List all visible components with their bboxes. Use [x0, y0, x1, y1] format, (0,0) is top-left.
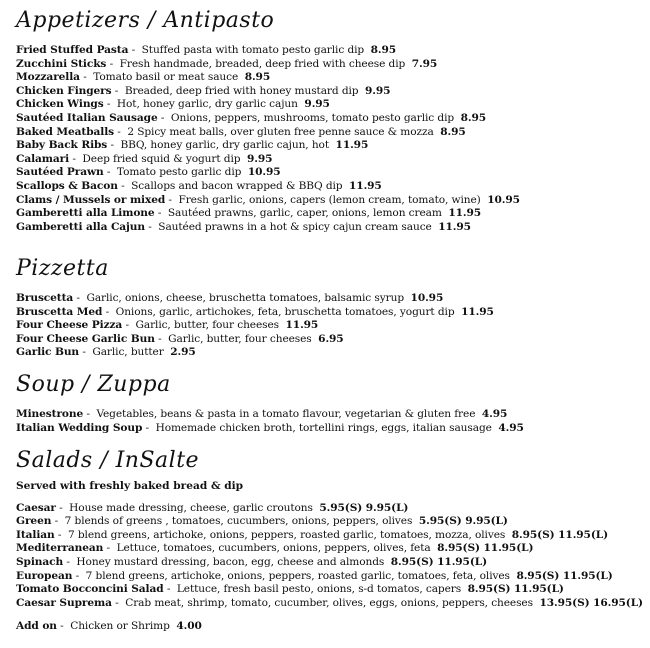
item-description: Sautéed prawns in a hot & spicy cajun cream sauce — [158, 220, 432, 233]
item-price: 8.95 — [460, 111, 486, 124]
item-name: Scallops & Bacon — [16, 179, 118, 192]
item-description: Onions, garlic, artichokes, feta, bruschetta tomatoes, yogurt dip — [115, 305, 455, 318]
menu-item: Baby Back Ribs - BBQ, honey garlic, dry garlic cajun, hot 11.95 — [16, 139, 369, 152]
item-description: BBQ, honey garlic, dry garlic cajun, hot — [120, 139, 329, 152]
item-name: Bruscetta Med — [16, 305, 103, 318]
menu-item: Clams / Mussels or mixed - Fresh garlic, onions, capers (lemon cream, tomato, wine) 10.95 — [16, 193, 520, 206]
menu-item: Mediterranean - Lettuce, tomatoes, cucumbers, onions, peppers, olives, feta 8.95(S) 11.95(L) — [16, 542, 534, 555]
item-description: Hot, honey garlic, dry garlic cajun — [116, 98, 298, 111]
item-price: 7.95 — [411, 57, 438, 70]
menu-item: Gamberetti alla Limone - Sautéed prawns, garlic, caper, onions, lemon cream 11.95 — [16, 207, 482, 220]
item-name: Minestrone — [16, 408, 84, 420]
item-price: 9.95 — [304, 98, 330, 111]
item-name: Italian Wedding Soup — [16, 421, 143, 434]
item-description: Sautéed prawns, garlic, caper, onions, lemon cream — [167, 207, 442, 220]
menu-item: Garlic Bun - Garlic, butter 2.95 — [16, 346, 196, 359]
item-description: Honey mustard dressing, bacon, egg, cheese and almonds — [76, 555, 385, 568]
item-price: 8.95(S) 11.95(L) — [437, 542, 534, 555]
item-price: 9.95 — [246, 152, 273, 165]
addon-desc: Chicken or Shrimp — [70, 620, 170, 633]
item-name: Baked Meatballs — [16, 125, 115, 138]
item-name: Mozzarella — [16, 71, 80, 84]
item-description: 2 Spicy meat balls, over gluten free penne sauce & mozza — [127, 125, 434, 138]
appetizers-heading: Appetizers / Antipasto — [16, 8, 275, 33]
menu-item: Zucchini Sticks - Fresh handmade, breaded, deep fried with cheese dip 7.95 — [16, 57, 438, 70]
item-description: Garlic, onions, cheese, bruschetta tomatoes, balsamic syrup — [86, 292, 404, 304]
item-price: 13.95(S) 16.95(L) — [539, 596, 643, 609]
item-price: 4.95 — [498, 421, 524, 434]
item-description: Breaded, deep fried with honey mustard dip — [124, 84, 359, 97]
menu-item: Minestrone - Vegetables, beans & pasta in a tomato flavour, vegetarian & gluten free 4.95 — [16, 408, 508, 420]
item-price: 11.95 — [335, 139, 369, 152]
soup-heading: Soup / Zuppa — [16, 372, 171, 397]
menu-item: Italian - 7 blend greens, artichoke, onions, peppers, roasted garlic, tomatoes, mozza, olives 8.95(S) 11.95(L) — [16, 528, 608, 541]
soup-section — [16, 372, 646, 435]
item-price: 5.95(S) 9.95(L) — [418, 515, 508, 528]
salads-heading: Salads / InSalte — [16, 448, 200, 473]
item-name: Mediterranean — [16, 542, 104, 555]
item-description: Crab meat, shrimp, tomato, cucumber, olives, eggs, onions, peppers, cheeses — [125, 596, 533, 609]
item-price: 8.95(S) 11.95(L) — [516, 569, 613, 582]
salads-section — [16, 448, 646, 634]
item-price: 8.95(S) 11.95(L) — [390, 555, 487, 568]
item-description: Homemade chicken broth, tortellini rings, eggs, italian sausage — [155, 421, 492, 434]
menu-item: Scallops & Bacon - Scallops and bacon wrapped & BBQ dip 11.95 — [16, 179, 382, 192]
item-price: 4.95 — [481, 408, 508, 420]
menu-item: Italian Wedding Soup - Homemade chicken broth, tortellini rings, eggs, italian sausage 4.95 — [16, 421, 524, 434]
item-description: House made dressing, cheese, garlic croutons — [69, 501, 313, 514]
item-name: Caesar Suprema — [16, 596, 112, 609]
item-description: 7 blends of greens , tomatoes, cucumbers, onions, peppers, olives — [64, 515, 413, 528]
pizzetta-section — [16, 256, 646, 360]
pizzetta-list — [16, 292, 646, 360]
menu-item: Calamari - Deep fried squid & yogurt dip 9.95 — [16, 152, 273, 165]
item-price: 8.95 — [440, 125, 466, 138]
item-name: Sautéed Prawn — [16, 166, 104, 179]
item-name: Clams / Mussels or mixed — [16, 193, 166, 206]
soup-list — [16, 408, 646, 435]
item-description: Onions, peppers, mushrooms, tomato pesto garlic dip — [170, 111, 455, 124]
item-price: 11.95 — [349, 179, 382, 192]
menu-item: Sautéed Prawn - Tomato pesto garlic dip 10.95 — [16, 166, 281, 179]
item-name: Calamari — [16, 152, 70, 165]
item-name: Gamberetti alla Limone — [16, 207, 155, 220]
item-name: Green — [16, 515, 52, 528]
item-price: 8.95(S) 11.95(L) — [511, 528, 608, 541]
item-price: 10.95 — [410, 292, 444, 304]
item-description: 7 blend greens, artichoke, onions, peppers, roasted garlic, tomatoes, feta, olives — [85, 569, 510, 582]
item-description: Tomato pesto garlic dip — [116, 166, 242, 179]
item-name: Four Cheese Garlic Bun — [16, 332, 155, 345]
menu-item: Caesar Suprema - Crab meat, shrimp, tomato, cucumber, olives, eggs, onions, peppers, cheeses 13.95(S) 16.95(L) — [16, 596, 643, 609]
item-name: Gamberetti alla Cajun — [16, 220, 145, 233]
item-name: European — [16, 569, 73, 582]
menu-item: Spinach - Honey mustard dressing, bacon, egg, cheese and almonds 8.95(S) 11.95(L) — [16, 555, 487, 568]
pizzetta-heading: Pizzetta — [16, 256, 109, 281]
menu-item: Four Cheese Garlic Bun - Garlic, butter, four cheeses 6.95 — [16, 332, 344, 345]
appetizers-section — [16, 8, 646, 234]
menu-item: Gamberetti alla Cajun - Sautéed prawns in a hot & spicy cajun cream sauce 11.95 — [16, 220, 471, 233]
addon-price: 4.00 — [176, 620, 202, 633]
item-name: Caesar — [16, 501, 56, 514]
menu-item: Four Cheese Pizza - Garlic, butter, four cheeses 11.95 — [16, 319, 319, 332]
item-description: Tomato basil or meat sauce — [93, 71, 239, 84]
addon-name: Add on — [16, 620, 57, 633]
item-price: 5.95(S) 9.95(L) — [319, 501, 409, 514]
item-description: 7 blend greens, artichoke, onions, peppers, roasted garlic, tomatoes, mozza, olives — [67, 528, 506, 541]
menu-item: Bruscetta - Garlic, onions, cheese, bruschetta tomatoes, balsamic syrup 10.95 — [16, 292, 444, 304]
item-price: 11.95 — [461, 305, 494, 318]
item-description: Deep fried squid & yogurt dip — [82, 152, 241, 165]
item-description: Scallops and bacon wrapped & BBQ dip — [131, 179, 343, 192]
item-name: Chicken Fingers — [16, 84, 112, 97]
item-description: Fresh garlic, onions, capers (lemon cream, tomato, wine) — [178, 193, 481, 206]
item-description: Stuffed pasta with tomato pesto garlic dip — [141, 44, 365, 56]
salads-list — [16, 502, 646, 611]
item-name: Chicken Wings — [16, 98, 104, 111]
addon-item: Add on - Chicken or Shrimp 4.00 — [16, 620, 202, 633]
menu-item: Chicken Fingers - Breaded, deep fried with honey mustard dip 9.95 — [16, 84, 391, 97]
item-description: Garlic, butter — [92, 346, 164, 359]
item-price: 8.95 — [244, 71, 271, 84]
item-price: 8.95(S) 11.95(L) — [467, 583, 564, 596]
item-price: 11.95 — [438, 220, 471, 233]
item-price: 10.95 — [487, 193, 520, 206]
item-description: Vegetables, beans & pasta in a tomato flavour, vegetarian & gluten free — [96, 408, 476, 420]
item-description: Lettuce, fresh basil pesto, onions, s-d tomatos, capers — [176, 583, 462, 596]
item-name: Tomato Bocconcini Salad — [16, 583, 164, 596]
menu-item: European - 7 blend greens, artichoke, onions, peppers, roasted garlic, tomatoes, feta, olives 8.95(S) 11.95(L) — [16, 569, 613, 582]
appetizers-list — [16, 44, 646, 234]
item-name: Baby Back Ribs — [16, 139, 108, 152]
menu-item: Green - 7 blends of greens , tomatoes, cucumbers, onions, peppers, olives 5.95(S) 9.95(L) — [16, 515, 508, 528]
item-name: Zucchini Sticks — [16, 57, 107, 70]
item-name: Four Cheese Pizza — [16, 319, 123, 332]
item-name: Bruscetta — [16, 292, 74, 304]
item-price: 2.95 — [170, 346, 196, 359]
item-name: Italian — [16, 528, 55, 541]
item-price: 9.95 — [365, 84, 391, 97]
menu-item: Tomato Bocconcini Salad - Lettuce, fresh basil pesto, onions, s-d tomatos, capers 8.95(S) 11.95(L) — [16, 583, 564, 596]
item-description: Lettuce, tomatoes, cucumbers, onions, peppers, olives, feta — [116, 542, 431, 555]
item-name: Fried Stuffed Pasta — [16, 44, 129, 56]
menu-item: Bruscetta Med - Onions, garlic, artichokes, feta, bruschetta tomatoes, yogurt dip 11.95 — [16, 305, 494, 318]
item-name: Sautéed Italian Sausage — [16, 111, 158, 124]
menu-item: Mozzarella - Tomato basil or meat sauce 8.95 — [16, 71, 271, 84]
item-description: Fresh handmade, breaded, deep fried with cheese dip — [119, 57, 406, 70]
item-name: Garlic Bun — [16, 346, 80, 359]
menu-item: Fried Stuffed Pasta - Stuffed pasta with tomato pesto garlic dip 8.95 — [16, 44, 397, 56]
salads-subtitle: Served with freshly baked bread & dip — [16, 480, 244, 492]
item-price: 11.95 — [285, 319, 319, 332]
menu-item: Caesar - House made dressing, cheese, garlic croutons 5.95(S) 9.95(L) — [16, 501, 409, 514]
item-price: 11.95 — [448, 207, 482, 220]
menu-item: Baked Meatballs - 2 Spicy meat balls, over gluten free penne sauce & mozza 8.95 — [16, 125, 466, 138]
item-description: Garlic, butter, four cheeses — [168, 332, 312, 345]
item-price: 6.95 — [318, 332, 344, 345]
item-price: 10.95 — [247, 166, 281, 179]
menu-item: Chicken Wings - Hot, honey garlic, dry garlic cajun 9.95 — [16, 98, 330, 111]
item-price: 8.95 — [370, 44, 397, 56]
item-name: Spinach — [16, 555, 64, 568]
item-description: Garlic, butter, four cheeses — [135, 319, 279, 332]
menu-item: Sautéed Italian Sausage - Onions, peppers, mushrooms, tomato pesto garlic dip 8.95 — [16, 111, 486, 124]
